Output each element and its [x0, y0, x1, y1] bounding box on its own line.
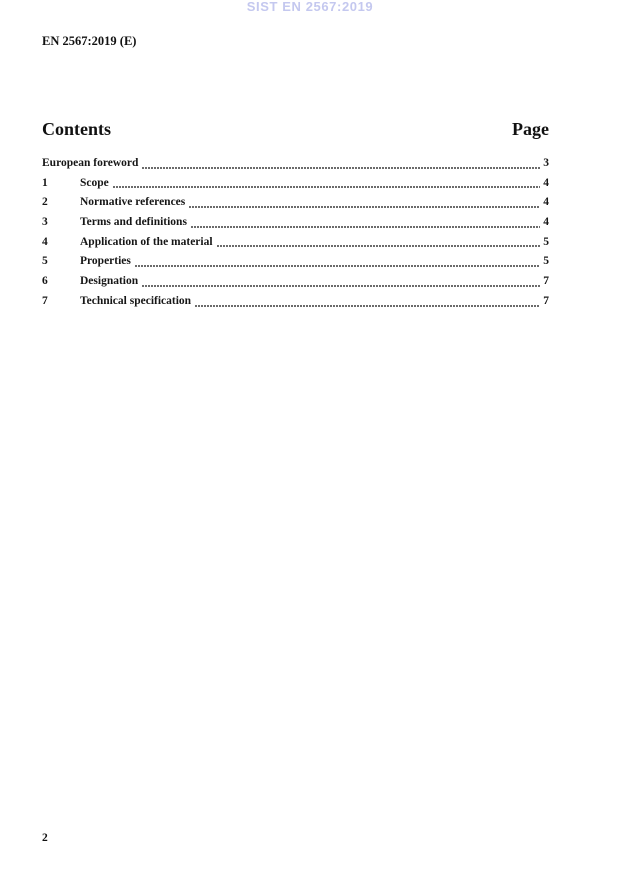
toc-entry-page: 4: [543, 216, 549, 229]
document-reference-header: EN 2567:2019 (E): [42, 34, 137, 48]
dotted-leader: [213, 233, 544, 253]
toc-entry-title: Terms and definitions: [80, 216, 187, 229]
toc-entry-title: Normative references: [80, 196, 186, 209]
toc-entry-page: 5: [543, 255, 549, 268]
toc-entry-designation: [42, 272, 549, 292]
toc-entry-page: 4: [543, 196, 549, 209]
toc-entry-number: 5: [42, 255, 48, 268]
dotted-leader: [138, 272, 543, 292]
toc-entry-title: Designation: [80, 275, 139, 288]
contents-heading-row: [42, 119, 549, 140]
toc-entry-normative-references: [42, 193, 549, 213]
dotted-leader: [187, 213, 543, 233]
toc-entry-number: 2: [42, 196, 48, 209]
toc-entry-scope: [42, 174, 549, 194]
watermark-text: SIST EN 2567:2019: [246, 0, 374, 14]
toc-entry-number: 3: [42, 216, 48, 229]
dotted-leader: [185, 193, 543, 213]
dotted-leader: [191, 292, 543, 312]
toc-entry-number: 6: [42, 275, 48, 288]
toc-entry-title: Properties: [80, 255, 131, 268]
dotted-leader: [138, 154, 543, 174]
toc-entry-page: 4: [543, 176, 549, 189]
contents-title: Contents: [42, 119, 112, 139]
page-column-label: Page: [512, 119, 549, 139]
toc-entry-european-foreword: [42, 154, 549, 174]
dotted-leader: [109, 174, 544, 194]
toc-entry-page: 7: [543, 294, 549, 307]
toc-entry-title: Scope: [80, 176, 109, 189]
footer-page-number: 2: [42, 832, 48, 844]
toc-entry-properties: [42, 252, 549, 272]
table-of-contents: [42, 154, 549, 312]
toc-entry-page: 5: [543, 235, 549, 248]
toc-entry-number: 7: [42, 294, 48, 307]
toc-entry-page: 3: [543, 157, 549, 169]
toc-entry-technical-specification: [42, 292, 549, 312]
toc-entry-title: Technical specification: [80, 294, 192, 307]
toc-entry-title: European foreword: [42, 157, 139, 169]
toc-entry-terms-and-definitions: [42, 213, 549, 233]
toc-entry-application-of-the-material: [42, 233, 549, 253]
toc-entry-page: 7: [543, 275, 549, 288]
dotted-leader: [131, 252, 543, 272]
toc-entry-title: Application of the material: [80, 235, 213, 248]
toc-entry-number: 1: [42, 176, 48, 189]
toc-entry-number: 4: [42, 235, 48, 248]
